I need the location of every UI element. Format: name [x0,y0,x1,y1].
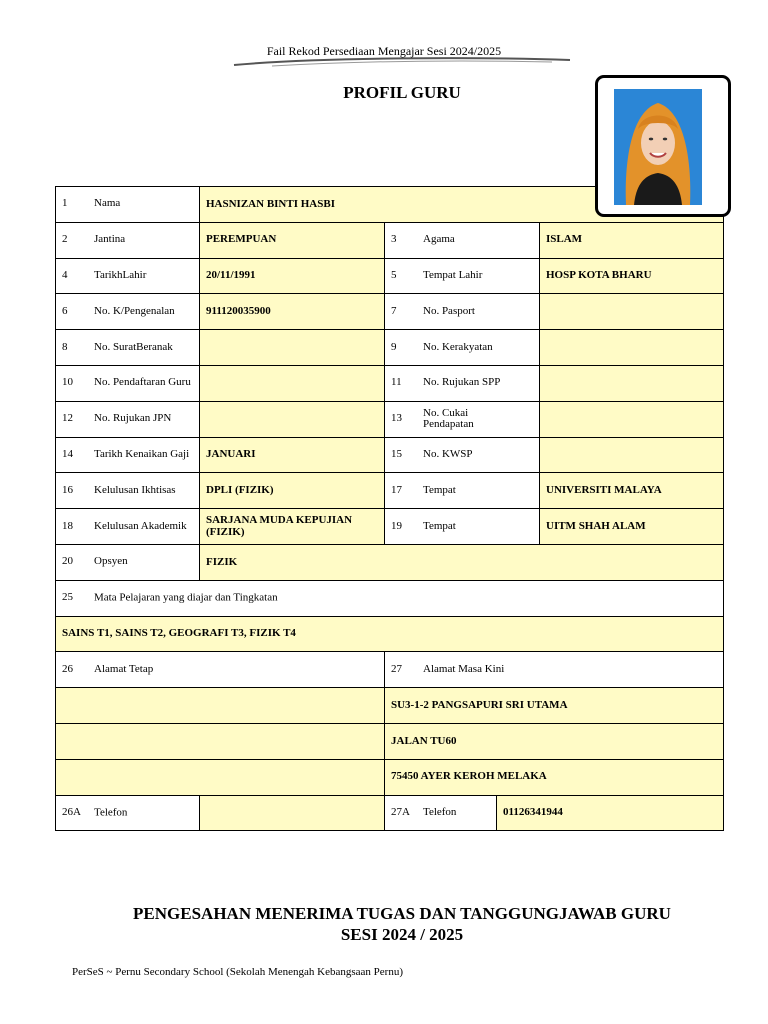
field-value-cukai [540,401,724,437]
field-value-telefon-masa-kini: 01126341944 [497,796,723,831]
field-label: No. Rujukan JPN [94,412,172,425]
field-number: 5 [391,269,397,282]
file-header-title: Fail Rekod Persediaan Mengajar Sesi 2024/2025 [266,44,502,58]
field-number: 18 [62,519,73,532]
field-label: Alamat Tetap [94,662,154,675]
field-label-cell [56,187,200,223]
field-label-cell [385,294,540,330]
table-row [56,616,724,652]
field-value-telefon-tetap [200,795,385,831]
field-label: Jantina [94,233,126,246]
field-label: Telefon [94,806,128,819]
field-label-cell [385,796,497,831]
field-number: 1 [62,197,68,210]
table-row [56,580,724,616]
field-number: 7 [391,304,397,317]
field-value-akademik: SARJANA MUDA KEPUJIAN (FIZIK) [200,509,385,545]
alamat-masa-kini-line: SU3-1-2 PANGSAPURI SRI UTAMA [385,688,724,724]
alamat-tetap-line [56,759,385,795]
field-value-tempat-ikhtisas: UNIVERSITI MALAYA [540,473,724,509]
field-label: No. Cukai Pendapatan [423,406,474,431]
field-label-cell [385,652,724,688]
field-value-ikhtisas: DPLI (FIZIK) [200,473,385,509]
field-label-cell [56,330,200,366]
field-label-cell [385,258,540,294]
field-label-cell [56,580,724,616]
table-row [56,544,724,580]
field-label: Tempat [423,483,456,496]
table-row [56,258,724,294]
field-label-cell [56,365,200,401]
telefon-masa-kini-cell [385,795,724,831]
field-value-opsyen: FIZIK [200,544,724,580]
field-value-tempat-akademik: UITM SHAH ALAM [540,509,724,545]
field-value-surat-beranak [200,330,385,366]
field-label-cell [385,365,540,401]
field-label: Opsyen [94,555,128,568]
field-label: No. KWSP [423,448,473,461]
field-number: 2 [62,233,68,246]
table-row [56,222,724,258]
field-number: 27A [391,806,410,819]
field-label-cell [385,473,540,509]
field-number: 10 [62,376,73,389]
field-number: 14 [62,448,73,461]
field-label-cell [385,437,540,473]
field-number: 27 [391,662,402,675]
field-label-cell [56,544,200,580]
field-label-cell [56,222,200,258]
field-label-cell [56,795,200,831]
field-label: Tempat Lahir [423,269,483,282]
teacher-profile-table [55,186,724,831]
field-number: 4 [62,269,68,282]
field-value-mata-pelajaran: SAINS T1, SAINS T2, GEOGRAFI T3, FIZIK T4 [56,616,724,652]
field-label-cell [385,222,540,258]
field-label-cell [56,258,200,294]
field-number: 11 [391,376,402,389]
field-label: Telefon [423,806,457,819]
field-value-kenaikan-gaji: JANUARI [200,437,385,473]
table-row [56,759,724,795]
field-label: Agama [423,233,455,246]
page-title: PROFIL GURU [343,83,461,102]
field-label-cell [385,330,540,366]
confirmation-line-2: SESI 2024 / 2025 [340,925,464,944]
field-number: 26A [62,806,81,819]
table-row [56,723,724,759]
field-label: No. Pendaftaran Guru [94,376,191,389]
field-number: 15 [391,448,402,461]
field-value-pendaftaran-guru [200,365,385,401]
field-label-cell [56,473,200,509]
table-row [56,652,724,688]
field-value-kp: 911120035900 [200,294,385,330]
field-value-agama: ISLAM [540,222,724,258]
field-label-cell [56,509,200,545]
field-value-tarikh-lahir: 20/11/1991 [200,258,385,294]
field-value-pasport [540,294,724,330]
field-value-kerakyatan [540,330,724,366]
field-number: 20 [62,555,73,568]
field-value-tempat-lahir: HOSP KOTA BHARU [540,258,724,294]
field-value-nama: HASNIZAN BINTI HASBI [200,187,724,223]
field-number: 6 [62,304,68,317]
field-label: Kelulusan Ikhtisas [94,483,176,496]
field-label: Nama [94,197,121,210]
field-label-cell [56,294,200,330]
field-number: 16 [62,483,73,496]
alamat-tetap-line [56,723,385,759]
confirmation-heading [0,903,768,945]
field-number: 8 [62,340,68,353]
field-label: Kelulusan Akademik [94,519,187,532]
field-number: 17 [391,483,402,496]
field-number: 19 [391,519,402,532]
table-row [56,473,724,509]
field-label-cell [56,652,385,688]
field-label-cell [385,509,540,545]
page-footer: PerSeS ~ Pernu Secondary School (Sekolah Menengah Kebangsaan Pernu) [72,966,403,978]
field-number: 12 [62,412,73,425]
field-label: Mata Pelajaran yang diajar dan Tingkatan [94,591,278,604]
field-number: 3 [391,233,397,246]
table-row [56,365,724,401]
table-row [56,795,724,831]
alamat-tetap-line [56,688,385,724]
field-label-cell [56,437,200,473]
field-number: 26 [62,662,73,675]
field-label: No. SuratBeranak [94,340,173,353]
table-row [56,688,724,724]
teacher-photo [614,89,702,205]
table-row [56,401,724,437]
field-label: No. K/Pengenalan [94,304,175,317]
field-number: 13 [391,412,402,425]
field-value-rujukan-jpn [200,401,385,437]
photo-frame [595,75,731,217]
field-label: No. Rujukan SPP [423,376,501,389]
confirmation-line-1: PENGESAHAN MENERIMA TUGAS DAN TANGGUNGJAWAB GURU [133,904,671,923]
table-row [56,437,724,473]
field-label-cell [385,401,540,437]
field-label: Tempat [423,519,456,532]
field-label: Tarikh Kenaikan Gaji [94,448,190,461]
field-label: TarikhLahir [94,269,147,282]
field-label-cell [56,401,200,437]
field-value-kwsp [540,437,724,473]
field-label: No. Kerakyatan [423,340,493,353]
field-number: 25 [62,591,73,604]
field-number: 9 [391,340,397,353]
header-swoosh [232,56,572,68]
table-row [56,294,724,330]
field-label: No. Pasport [423,304,475,317]
alamat-masa-kini-line: 75450 AYER KEROH MELAKA [385,759,724,795]
table-row [56,509,724,545]
field-value-rujukan-spp [540,365,724,401]
alamat-masa-kini-line: JALAN TU60 [385,723,724,759]
field-value-jantina: PEREMPUAN [200,222,385,258]
table-row [56,330,724,366]
field-label: Alamat Masa Kini [423,662,505,675]
